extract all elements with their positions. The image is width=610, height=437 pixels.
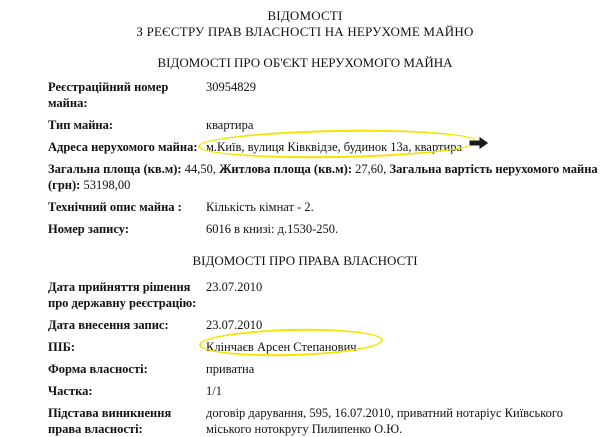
- label-total-area: Загальна площа (кв.м):: [48, 161, 182, 176]
- title-line-1: ВІДОМОСТІ: [267, 8, 343, 23]
- value-ownership-basis: договір дарування, 595, 16.07.2010, приватний нотаріус Київського міського нотокругу Пилипенко О.Ю.: [206, 406, 563, 436]
- document-page: [0, 8, 610, 436]
- value-share: 1/1: [206, 384, 222, 398]
- label-record-number: Номер запису:: [48, 222, 130, 236]
- row-property-type: [48, 117, 600, 133]
- label-living-area: Житлова площа (кв.м):: [219, 161, 353, 176]
- row-ownership-form: [48, 361, 600, 377]
- label-owner-name: ПІБ:: [48, 340, 76, 354]
- label-property-address: Адреса нерухомого майна:: [48, 139, 198, 154]
- value-record-date: 23.07.2010: [206, 318, 263, 332]
- value-property-type: квартира: [206, 117, 254, 132]
- label-registration-number: Реєстраційний номер майна:: [48, 79, 169, 110]
- section-heading-ownership: ВІДОМОСТІ ПРО ПРАВА ВЛАСНОСТІ: [192, 253, 418, 268]
- mouse-cursor-icon: [468, 135, 490, 156]
- value-total-area: 44,50,: [184, 161, 216, 176]
- label-share: Частка:: [48, 384, 93, 398]
- value-owner-name: Клінчаєв Арсен Степанович: [206, 340, 357, 354]
- label-total-value: Загальна вартість нерухомого майна (грн):: [48, 161, 598, 192]
- label-property-type: Тип майна:: [48, 117, 114, 132]
- title-line-2: З РЕЄСТРУ ПРАВ ВЛАСНОСТІ НА НЕРУХОМЕ МАЙНО: [136, 24, 474, 40]
- row-owner-name: [48, 339, 600, 355]
- section-heading-object: ВІДОМОСТІ ПРО ОБ'ЄКТ НЕРУХОМОГО МАЙНА: [157, 54, 453, 70]
- label-ownership-form: Форма власності:: [48, 362, 148, 376]
- value-living-area: 27,60,: [355, 161, 387, 176]
- row-registration-number: [48, 79, 600, 111]
- row-record-number: [48, 221, 600, 237]
- value-total-value: 53198,00: [83, 177, 131, 192]
- value-record-number: 6016 в книзі: д.1530-250.: [206, 222, 339, 236]
- value-property-address: м.Київ, вулиця Ківквідзе, будинок 13а, квартира: [206, 139, 462, 154]
- section-ownership-rows: [48, 279, 600, 437]
- label-ownership-basis: Підстава виникнення права власності:: [48, 406, 172, 436]
- label-decision-date: Дата прийняття рішення про державну реєстрацію:: [48, 280, 197, 310]
- row-property-address: [48, 139, 600, 155]
- row-ownership-basis: [48, 405, 600, 437]
- label-technical-description: Технічний опис майна :: [48, 200, 182, 214]
- document-title: [0, 8, 610, 41]
- row-decision-date: [48, 279, 600, 311]
- section-object-rows: [48, 79, 600, 238]
- row-technical-description: [48, 199, 600, 215]
- row-record-date: [48, 317, 600, 333]
- row-share: [48, 383, 600, 399]
- value-decision-date: 23.07.2010: [206, 280, 263, 294]
- label-record-date: Дата внесення запис:: [48, 318, 169, 332]
- value-ownership-form: приватна: [206, 362, 255, 376]
- row-area-and-value: [48, 161, 600, 194]
- value-registration-number: 30954829: [206, 79, 256, 94]
- value-technical-description: Кількість кімнат - 2.: [206, 200, 314, 214]
